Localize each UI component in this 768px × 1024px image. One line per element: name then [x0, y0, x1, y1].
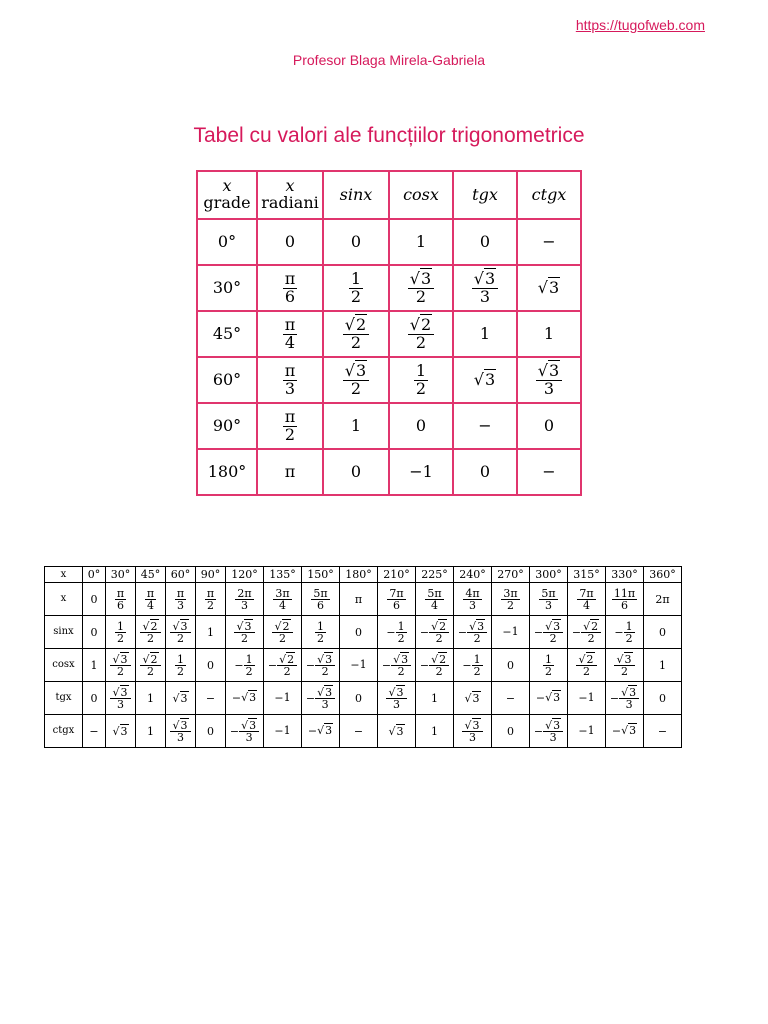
table-cell: 0	[83, 616, 106, 649]
table-cell: $\frac{1}{2}$	[323, 265, 389, 311]
table-cell: 270°	[492, 567, 530, 583]
table-cell: 225°	[416, 567, 454, 583]
table-cell: 60°	[166, 567, 196, 583]
table-cell: $\frac{1}{2}$	[302, 616, 340, 649]
table-cell: 0	[83, 682, 106, 715]
table-header-row	[197, 171, 581, 219]
table-cell: − $\frac{1}{2}$	[606, 616, 644, 649]
table-cell: $\frac{3\pi}{2}$	[492, 583, 530, 616]
table-cell: − $\frac{√3}{2}$	[302, 649, 340, 682]
table-cell: − $\frac{√3}{3}$	[530, 715, 568, 748]
table-cell: $\frac{5\pi}{6}$	[302, 583, 340, 616]
table-cell: $\frac{√3}{3}$	[453, 265, 517, 311]
table-cell: 1	[517, 311, 581, 357]
table-row	[197, 265, 581, 311]
table-row	[45, 567, 682, 583]
table-cell: $\frac{1}{2}$	[530, 649, 568, 682]
table-row	[45, 583, 682, 616]
table-cell: 0°	[197, 219, 257, 265]
table-cell: 0	[196, 649, 226, 682]
table-cell: 0	[83, 583, 106, 616]
table-cell: 180°	[197, 449, 257, 495]
table-cell: 0	[492, 715, 530, 748]
table-cell: 120°	[226, 567, 264, 583]
table-cell: π	[340, 583, 378, 616]
table-cell: $\frac{√2}{2}$	[568, 649, 606, 682]
table-cell: $\frac{\pi}{3}$	[166, 583, 196, 616]
table-cell: −√3	[606, 715, 644, 748]
table-cell: $\frac{√2}{2}$	[136, 649, 166, 682]
site-link[interactable]: https://tugofweb.com	[575, 17, 705, 33]
table-cell: 0	[492, 649, 530, 682]
table-row	[197, 449, 581, 495]
table-cell: − $\frac{√3}{2}$	[530, 616, 568, 649]
table-cell: 240°	[454, 567, 492, 583]
table-cell: 1	[136, 715, 166, 748]
table-cell: − $\frac{√3}{2}$	[378, 649, 416, 682]
row-label: x	[45, 583, 83, 616]
table-cell: 0	[389, 403, 453, 449]
table-cell: −	[83, 715, 106, 748]
table-cell: − $\frac{√2}{2}$	[568, 616, 606, 649]
table-cell: $\frac{√3}{3}$	[517, 357, 581, 403]
table-cell: 0	[644, 682, 682, 715]
row-label: sinx	[45, 616, 83, 649]
table-cell: 90°	[196, 567, 226, 583]
table-cell: $\frac{1}{2}$	[389, 357, 453, 403]
table-cell: −	[517, 219, 581, 265]
table-cell: −1	[568, 715, 606, 748]
table-cell: 0	[323, 449, 389, 495]
table-cell: −	[517, 449, 581, 495]
table-cell: 0	[517, 403, 581, 449]
table-cell: $\frac{√2}{2}$	[323, 311, 389, 357]
table-cell: −1	[568, 682, 606, 715]
table-cell: 0	[340, 682, 378, 715]
table-cell: − $\frac{√2}{2}$	[416, 649, 454, 682]
table-cell: − $\frac{√3}{3}$	[606, 682, 644, 715]
table-row	[45, 616, 682, 649]
row-label: cosx	[45, 649, 83, 682]
table-cell: 360°	[644, 567, 682, 583]
header-cell: ctgx	[517, 171, 581, 219]
table-cell: −1	[492, 616, 530, 649]
table-cell: $\frac{\pi}{4}$	[136, 583, 166, 616]
table-cell: $\frac{\pi}{2}$	[196, 583, 226, 616]
table-cell: 2π	[644, 583, 682, 616]
table-cell: 0	[340, 616, 378, 649]
table-cell: $\frac{2\pi}{3}$	[226, 583, 264, 616]
table-cell: 315°	[568, 567, 606, 583]
table-cell: 150°	[302, 567, 340, 583]
table-cell: $\frac{7\pi}{4}$	[568, 583, 606, 616]
table-cell: − $\frac{1}{2}$	[378, 616, 416, 649]
table-cell: −√3	[302, 715, 340, 748]
extended-trig-table	[44, 566, 682, 748]
row-label: x	[45, 567, 83, 583]
table-cell: √3	[166, 682, 196, 715]
table-cell: −1	[340, 649, 378, 682]
header-cell: sinx	[323, 171, 389, 219]
table-row	[197, 219, 581, 265]
table-cell: $\frac{\pi}{4}$	[257, 311, 323, 357]
table-cell: $\frac{\pi}{6}$	[257, 265, 323, 311]
table-cell: $\frac{√2}{2}$	[264, 616, 302, 649]
table-cell: 60°	[197, 357, 257, 403]
table-cell: − $\frac{√2}{2}$	[416, 616, 454, 649]
table-cell: 0°	[83, 567, 106, 583]
table-cell: $\frac{√3}{2}$	[166, 616, 196, 649]
table-cell: $\frac{\pi}{3}$	[257, 357, 323, 403]
table-cell: −1	[389, 449, 453, 495]
table-cell: 1	[83, 649, 106, 682]
table-cell: 1	[323, 403, 389, 449]
row-label: tgx	[45, 682, 83, 715]
table-cell: 1	[136, 682, 166, 715]
table-cell: 0	[196, 715, 226, 748]
table-cell: $\frac{1}{2}$	[166, 649, 196, 682]
table-row	[197, 311, 581, 357]
header-cell: cosx	[389, 171, 453, 219]
table-cell: 1	[644, 649, 682, 682]
table-cell: − $\frac{1}{2}$	[454, 649, 492, 682]
table-cell: $\frac{√3}{2}$	[389, 265, 453, 311]
table-row	[45, 649, 682, 682]
table-cell: $\frac{7\pi}{6}$	[378, 583, 416, 616]
table-cell: 0	[453, 219, 517, 265]
table-cell: − $\frac{√3}{3}$	[226, 715, 264, 748]
table-cell: $\frac{3\pi}{4}$	[264, 583, 302, 616]
table-cell: −	[196, 682, 226, 715]
table-cell: −	[644, 715, 682, 748]
table-cell: $\frac{1}{2}$	[106, 616, 136, 649]
table-cell: 1	[416, 715, 454, 748]
table-row	[45, 682, 682, 715]
author-name: Profesor Blaga Mirela-Gabriela	[292, 52, 486, 68]
table-cell: 330°	[606, 567, 644, 583]
trig-values-table	[196, 170, 582, 496]
table-cell: 210°	[378, 567, 416, 583]
table-cell: − $\frac{√2}{2}$	[264, 649, 302, 682]
table-cell: 300°	[530, 567, 568, 583]
table-cell: −	[340, 715, 378, 748]
table-cell: −	[492, 682, 530, 715]
table-cell: √3	[453, 357, 517, 403]
header-cell: x radiani	[257, 171, 323, 219]
table-cell: 0	[257, 219, 323, 265]
table-cell: − $\frac{√3}{3}$	[302, 682, 340, 715]
table-row	[45, 715, 682, 748]
table-cell: 45°	[136, 567, 166, 583]
table-cell: 1	[453, 311, 517, 357]
table-cell: $\frac{11\pi}{6}$	[606, 583, 644, 616]
table-cell: $\frac{√3}{2}$	[106, 649, 136, 682]
table-cell: √3	[378, 715, 416, 748]
header-cell: tgx	[453, 171, 517, 219]
table-cell: $\frac{5\pi}{3}$	[530, 583, 568, 616]
table-cell: −√3	[530, 682, 568, 715]
table-cell: − $\frac{1}{2}$	[226, 649, 264, 682]
table-cell: 90°	[197, 403, 257, 449]
table-cell: $\frac{√3}{2}$	[323, 357, 389, 403]
table-cell: $\frac{4\pi}{3}$	[454, 583, 492, 616]
table-cell: $\frac{√3}{3}$	[166, 715, 196, 748]
table-cell: 1	[196, 616, 226, 649]
table-cell: 45°	[197, 311, 257, 357]
table-cell: $\frac{\pi}{6}$	[106, 583, 136, 616]
table-cell: 180°	[340, 567, 378, 583]
table-cell: 30°	[197, 265, 257, 311]
table-cell: π	[257, 449, 323, 495]
table-cell: $\frac{√2}{2}$	[136, 616, 166, 649]
table-cell: −√3	[226, 682, 264, 715]
table-cell: $\frac{5\pi}{4}$	[416, 583, 454, 616]
table-cell: − $\frac{√3}{2}$	[454, 616, 492, 649]
table-cell: √3	[454, 682, 492, 715]
table-cell: $\frac{√3}{2}$	[606, 649, 644, 682]
table-cell: 135°	[264, 567, 302, 583]
table-cell: $\frac{√3}{3}$	[454, 715, 492, 748]
table-cell: 0	[453, 449, 517, 495]
table-cell: $\frac{√3}{3}$	[106, 682, 136, 715]
table-cell: $\frac{√2}{2}$	[389, 311, 453, 357]
table-row	[197, 403, 581, 449]
table-cell: √3	[106, 715, 136, 748]
table-cell: −1	[264, 682, 302, 715]
table-cell: $\frac{√3}{2}$	[226, 616, 264, 649]
page-title: Tabel cu valori ale funcțiilor trigonometrice	[193, 124, 585, 147]
table-cell: √3	[517, 265, 581, 311]
table-cell: 0	[644, 616, 682, 649]
table-row	[197, 357, 581, 403]
header-cell: x grade	[197, 171, 257, 219]
row-label: ctgx	[45, 715, 83, 748]
table-cell: −	[453, 403, 517, 449]
table-cell: $\frac{√3}{3}$	[378, 682, 416, 715]
table-cell: $\frac{\pi}{2}$	[257, 403, 323, 449]
table-cell: 1	[416, 682, 454, 715]
table-cell: 0	[323, 219, 389, 265]
table-cell: 1	[389, 219, 453, 265]
table-cell: −1	[264, 715, 302, 748]
table-cell: 30°	[106, 567, 136, 583]
